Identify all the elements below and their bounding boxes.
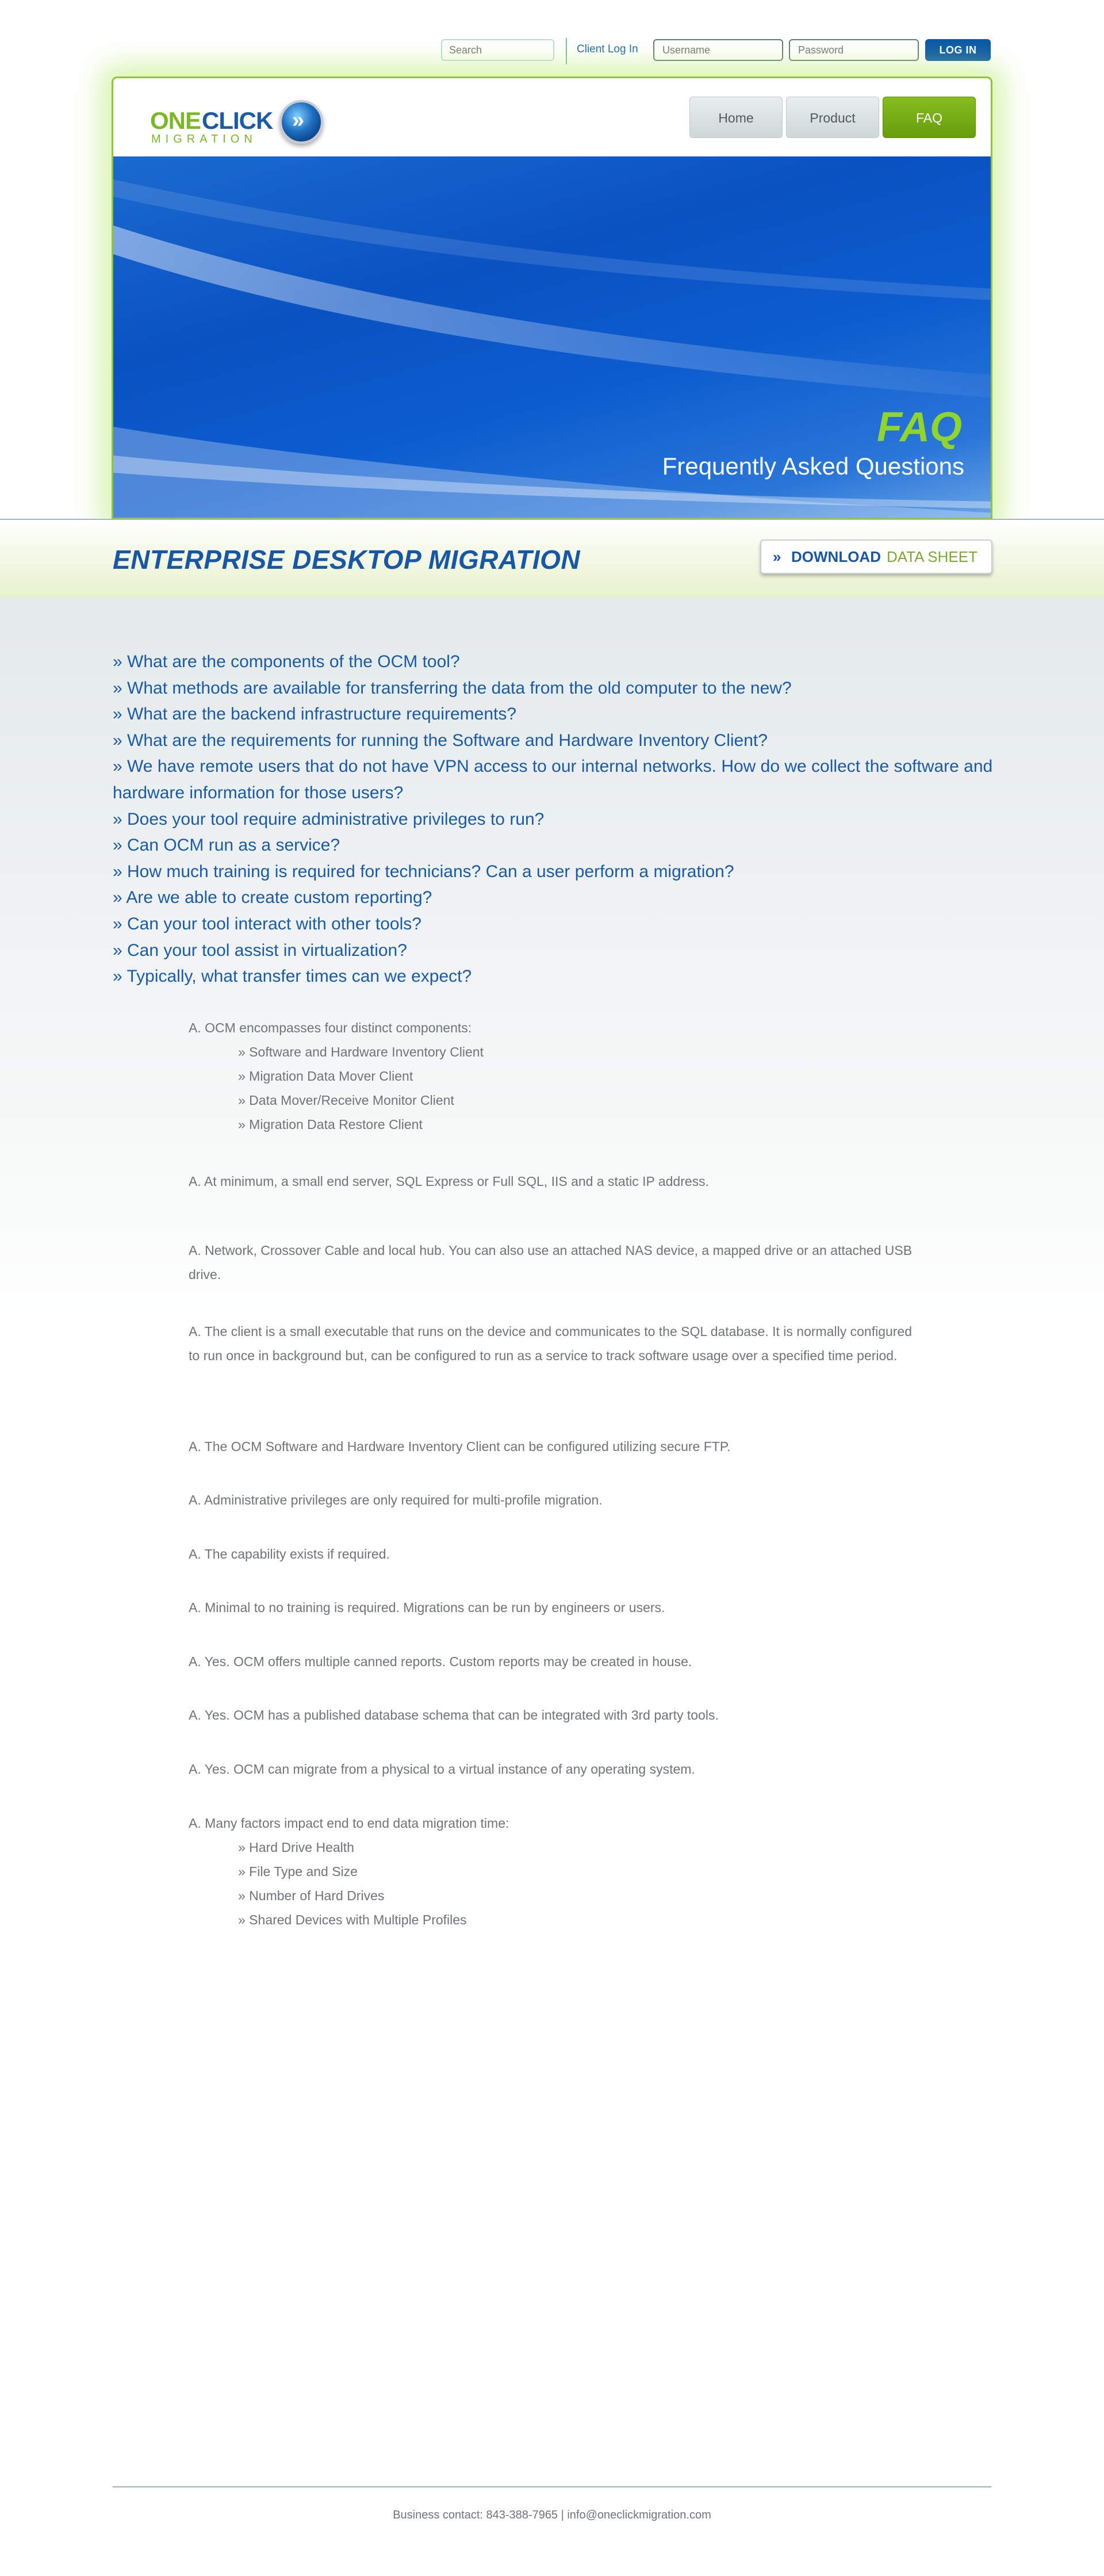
footer-contact: Business contact: 843-388-7965 | info@oneclickmigration.com bbox=[393, 2509, 711, 2521]
answer-remote-users: A. The OCM Software and Hardware Inventory Client can be configured utilizing secure FTP. bbox=[189, 1439, 731, 1454]
nav-product[interactable]: Product bbox=[786, 97, 879, 138]
logo-word-click: CLICK bbox=[202, 107, 273, 134]
login-button[interactable]: LOG IN bbox=[925, 39, 991, 61]
faq-question-link[interactable]: » Are we able to create custom reporting? bbox=[113, 888, 432, 908]
footer-divider bbox=[113, 2486, 991, 2487]
answer-list-item: » Migration Data Mover Client bbox=[238, 1069, 413, 1084]
faq-question-list bbox=[113, 649, 998, 990]
answer-list-item: » Hard Drive Health bbox=[238, 1840, 354, 1855]
logo-word-one: ONE bbox=[150, 107, 201, 134]
answer-other-tools: A. Yes. OCM has a published database schema that can be integrated with 3rd party tools. bbox=[189, 1708, 719, 1723]
answer-list-item: » Data Mover/Receive Monitor Client bbox=[238, 1093, 454, 1108]
search-input[interactable] bbox=[441, 39, 554, 61]
section-banner bbox=[0, 519, 1104, 599]
answer-service: A. The capability exists if required. bbox=[189, 1547, 390, 1561]
answer-transfer-times bbox=[189, 1811, 913, 1932]
faq-question-link[interactable]: » What are the components of the OCM tool? bbox=[113, 652, 460, 671]
faq-question-link[interactable]: » How much training is required for technicians? Can a user perform a migration? bbox=[113, 862, 734, 881]
data-sheet-label: DATA SHEET bbox=[887, 548, 977, 565]
logo[interactable] bbox=[150, 91, 334, 148]
download-label: DOWNLOAD bbox=[791, 548, 881, 565]
answer-list-item: » Shared Devices with Multiple Profiles bbox=[238, 1912, 467, 1927]
double-chevron-down-icon: » bbox=[773, 548, 781, 565]
answer-training: A. Minimal to no training is required. Migrations can be run by engineers or users. bbox=[189, 1600, 665, 1615]
client-login-label: Client Log In bbox=[577, 43, 638, 55]
faq-question-link[interactable]: » Can your tool assist in virtualization? bbox=[113, 940, 407, 960]
nav-home[interactable]: Home bbox=[689, 97, 783, 138]
logo-word-migration: MIGRATION bbox=[151, 133, 257, 146]
faq-question-link[interactable]: » Can your tool interact with other tools? bbox=[113, 914, 421, 933]
header bbox=[112, 76, 992, 519]
answer-list-item: » File Type and Size bbox=[238, 1864, 358, 1879]
section-title: ENTERPRISE DESKTOP MIGRATION bbox=[113, 545, 581, 575]
password-input[interactable] bbox=[789, 39, 919, 61]
answer-list-item: » Migration Data Restore Client bbox=[238, 1117, 423, 1132]
faq-question-link[interactable]: » Typically, what transfer times can we expect? bbox=[113, 967, 472, 986]
hero-banner bbox=[113, 156, 992, 519]
answer-components bbox=[189, 1016, 913, 1136]
faq-question-link[interactable]: » What are the backend infrastructure requirements? bbox=[113, 705, 517, 724]
top-bar bbox=[0, 0, 1104, 75]
nav-faq[interactable]: FAQ bbox=[883, 97, 976, 138]
hero-title: FAQ bbox=[876, 404, 962, 450]
answer-list-item: » Number of Hard Drives bbox=[238, 1888, 385, 1903]
faq-question-link[interactable]: » What are the requirements for running the Software and Hardware Inventory Client? bbox=[113, 730, 768, 750]
faq-question-link[interactable]: » Can OCM run as a service? bbox=[113, 836, 340, 855]
answer-text: A. Many factors impact end to end data migration time: bbox=[189, 1816, 509, 1831]
download-data-sheet-button[interactable] bbox=[760, 539, 992, 574]
answer-virtualization: A. Yes. OCM can migrate from a physical to a virtual instance of any operating system. bbox=[189, 1762, 695, 1777]
faq-question-link[interactable]: » We have remote users that do not have VPN access to our internal networks. How do we collect the software and hardware information for those users? bbox=[113, 757, 993, 802]
answer-reporting: A. Yes. OCM offers multiple canned reports. Custom reports may be created in house. bbox=[189, 1654, 692, 1669]
username-input[interactable] bbox=[653, 39, 783, 61]
answer-inventory-client: A. The client is a small executable that runs on the device and communicates to the SQL database. It is normally configured to run once in background but, can be configured to run as a service to track software usage over a specified time period. bbox=[189, 1324, 913, 1363]
answer-admin-privileges: A. Administrative privileges are only required for multi-profile migration. bbox=[189, 1492, 603, 1507]
logo-chevron-icon: » bbox=[279, 100, 323, 144]
top-bar-divider bbox=[566, 38, 567, 64]
answer-transfer-methods: A. Network, Crossover Cable and local hub. You can also use an attached NAS device, a mapped drive or an attached USB drive. bbox=[189, 1243, 913, 1282]
hero-subtitle: Frequently Asked Questions bbox=[662, 453, 964, 480]
faq-question-link[interactable]: » Does your tool require administrative privileges to run? bbox=[113, 809, 545, 829]
answer-backend: A. At minimum, a small end server, SQL Express or Full SQL, IIS and a static IP address. bbox=[189, 1174, 710, 1189]
faq-question-link[interactable]: » What methods are available for transferring the data from the old computer to the new? bbox=[113, 678, 792, 698]
answer-text: A. OCM encompasses four distinct components: bbox=[189, 1020, 472, 1035]
answer-list-item: » Software and Hardware Inventory Client bbox=[238, 1044, 484, 1059]
